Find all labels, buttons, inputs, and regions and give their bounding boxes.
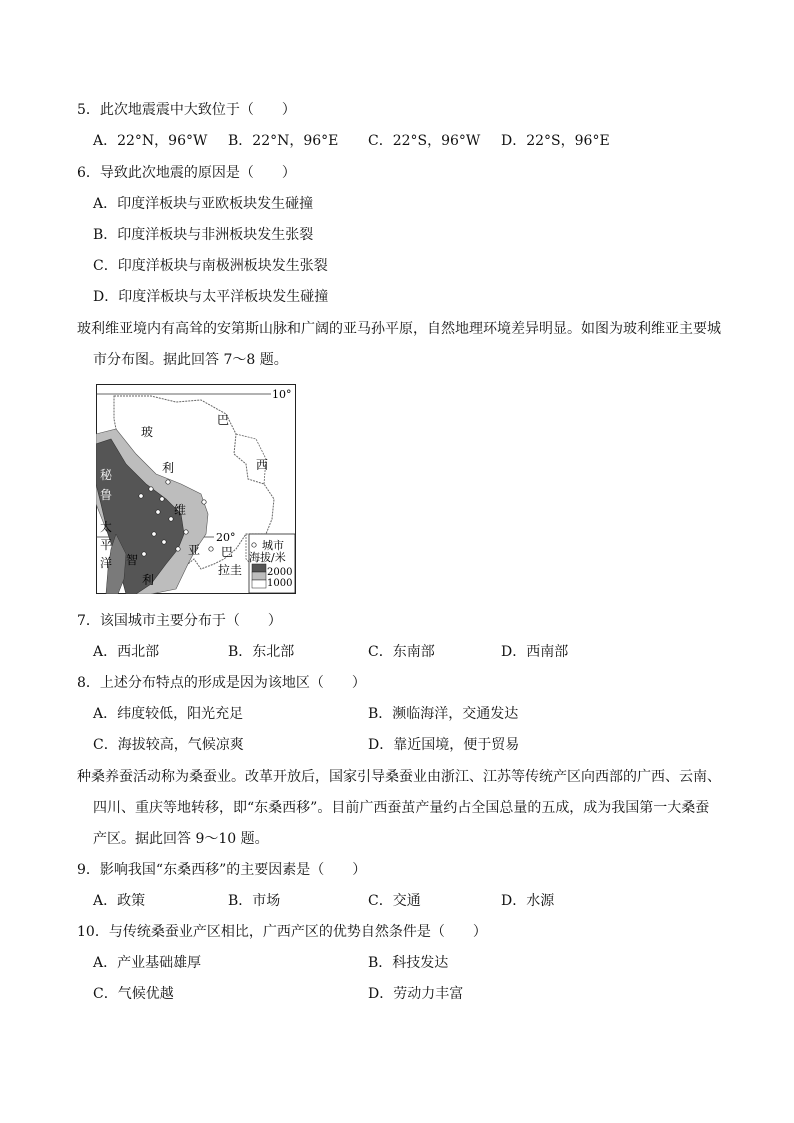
q8-stem: 8．上述分布特点的形成是因为该地区（ ）: [77, 675, 366, 691]
q9-option-a: A．政策: [93, 893, 146, 909]
city-marker: [152, 532, 156, 536]
city-marker: [209, 547, 213, 551]
label-xi: 西: [256, 458, 269, 472]
q8-option-b: B．濒临海洋，交通发达: [368, 706, 519, 722]
legend-elevation-label: 海拔/米: [249, 551, 286, 564]
map-legend: [249, 534, 295, 593]
label-ba2: 巴: [221, 545, 234, 559]
label-lu: 鲁: [100, 488, 113, 502]
city-marker: [169, 517, 173, 521]
q10-option-a: A．产业基础雄厚: [93, 955, 202, 971]
legend-low-swatch: [252, 580, 266, 588]
q7-option-a: A．西北部: [93, 644, 160, 660]
q6-option-d: D．印度洋板块与太平洋板块发生碰撞: [93, 289, 329, 305]
q10-option-d: D．劳动力丰富: [368, 986, 464, 1002]
bolivia-city-map: [96, 384, 296, 594]
city-marker: [160, 497, 164, 501]
city-marker: [142, 552, 146, 556]
label-ya: 亚: [188, 543, 201, 557]
q5-option-b: B．22°N，96°E: [228, 133, 339, 149]
q7-option-c: C．东南部: [368, 644, 435, 660]
label-wei: 维: [174, 503, 187, 517]
q5-option-c: C．22°S，96°W: [368, 133, 481, 149]
lat-20-label: 20°: [216, 531, 236, 544]
city-marker: [156, 510, 160, 514]
q9-option-c: C．交通: [368, 893, 421, 909]
q9-stem: 9．影响我国“东桑西移”的主要因素是（ ）: [77, 862, 367, 878]
label-ping: 平: [100, 538, 113, 552]
legend-2000-swatch: [252, 564, 266, 572]
city-marker: [176, 547, 180, 551]
q10-stem: 10．与传统桑蚕业产区相比，广西产区的优势自然条件是（ ）: [77, 924, 487, 940]
legend-1000-label: 1000: [267, 578, 293, 589]
q9-option-d: D．水源: [501, 893, 555, 909]
label-tai: 太: [100, 520, 113, 534]
q5-stem: 5．此次地震震中大致位于（ ）: [77, 102, 296, 118]
city-marker: [166, 480, 170, 484]
passage-bolivia-line2: 市分布图。据此回答 7～8 题。: [93, 352, 288, 368]
label-li2: 利: [142, 573, 155, 587]
passage-sericulture-line3: 产区。据此回答 9～10 题。: [93, 831, 269, 847]
legend-2000-label: 2000: [267, 567, 293, 578]
q5-option-a: A．22°N，96°W: [93, 133, 208, 149]
city-marker: [184, 530, 188, 534]
q6-option-b: B．印度洋板块与非洲板块发生张裂: [93, 227, 314, 243]
q10-option-c: C．气候优越: [93, 986, 174, 1002]
q9-option-b: B．市场: [228, 893, 281, 909]
passage-bolivia-line1: 玻利维亚境内有高耸的安第斯山脉和广阔的亚马孙平原，自然地理环境差异明显。如图为玻利维亚主要城: [77, 321, 721, 337]
q7-stem: 7．该国城市主要分布于（ ）: [77, 613, 282, 629]
legend-1000-swatch: [252, 572, 266, 580]
q8-option-c: C．海拔较高，气候凉爽: [93, 737, 244, 753]
label-bi: 秘: [100, 468, 113, 482]
city-marker: [139, 494, 143, 498]
city-marker: [202, 500, 206, 504]
passage-sericulture-line1: 种桑养蚕活动称为桑蚕业。改革开放后，国家引导桑蚕业由浙江、江苏等传统产区向西部的广西、云南、: [77, 769, 721, 785]
q7-option-d: D．西南部: [501, 644, 569, 660]
q6-stem: 6．导致此次地震的原因是（ ）: [77, 165, 296, 181]
q8-option-a: A．纬度较低，阳光充足: [93, 706, 244, 722]
q7-option-b: B．东北部: [228, 644, 295, 660]
label-bo: 玻: [141, 425, 154, 439]
label-yang: 洋: [100, 556, 113, 570]
legend-city-icon: [252, 543, 256, 547]
city-marker: [162, 540, 166, 544]
legend-city-label: 城市: [262, 539, 284, 552]
label-ba: 巴: [217, 413, 230, 427]
city-marker: [149, 487, 153, 491]
lat-10-label: 10°: [272, 388, 292, 401]
passage-sericulture-line2: 四川、重庆等地转移，即“东桑西移”。目前广西蚕茧产量约占全国总量的五成，成为我国第一大桑蚕: [93, 800, 710, 816]
q5-option-d: D．22°S，96°E: [501, 133, 610, 149]
label-li: 利: [162, 461, 175, 475]
q6-option-a: A．印度洋板块与亚欧板块发生碰撞: [93, 196, 314, 212]
q6-option-c: C．印度洋板块与南极洲板块发生张裂: [93, 258, 328, 274]
label-laigui: 拉圭: [218, 563, 243, 577]
q10-option-b: B．科技发达: [368, 955, 449, 971]
label-zhi: 智: [126, 553, 139, 567]
q8-option-d: D．靠近国境，便于贸易: [368, 737, 520, 753]
